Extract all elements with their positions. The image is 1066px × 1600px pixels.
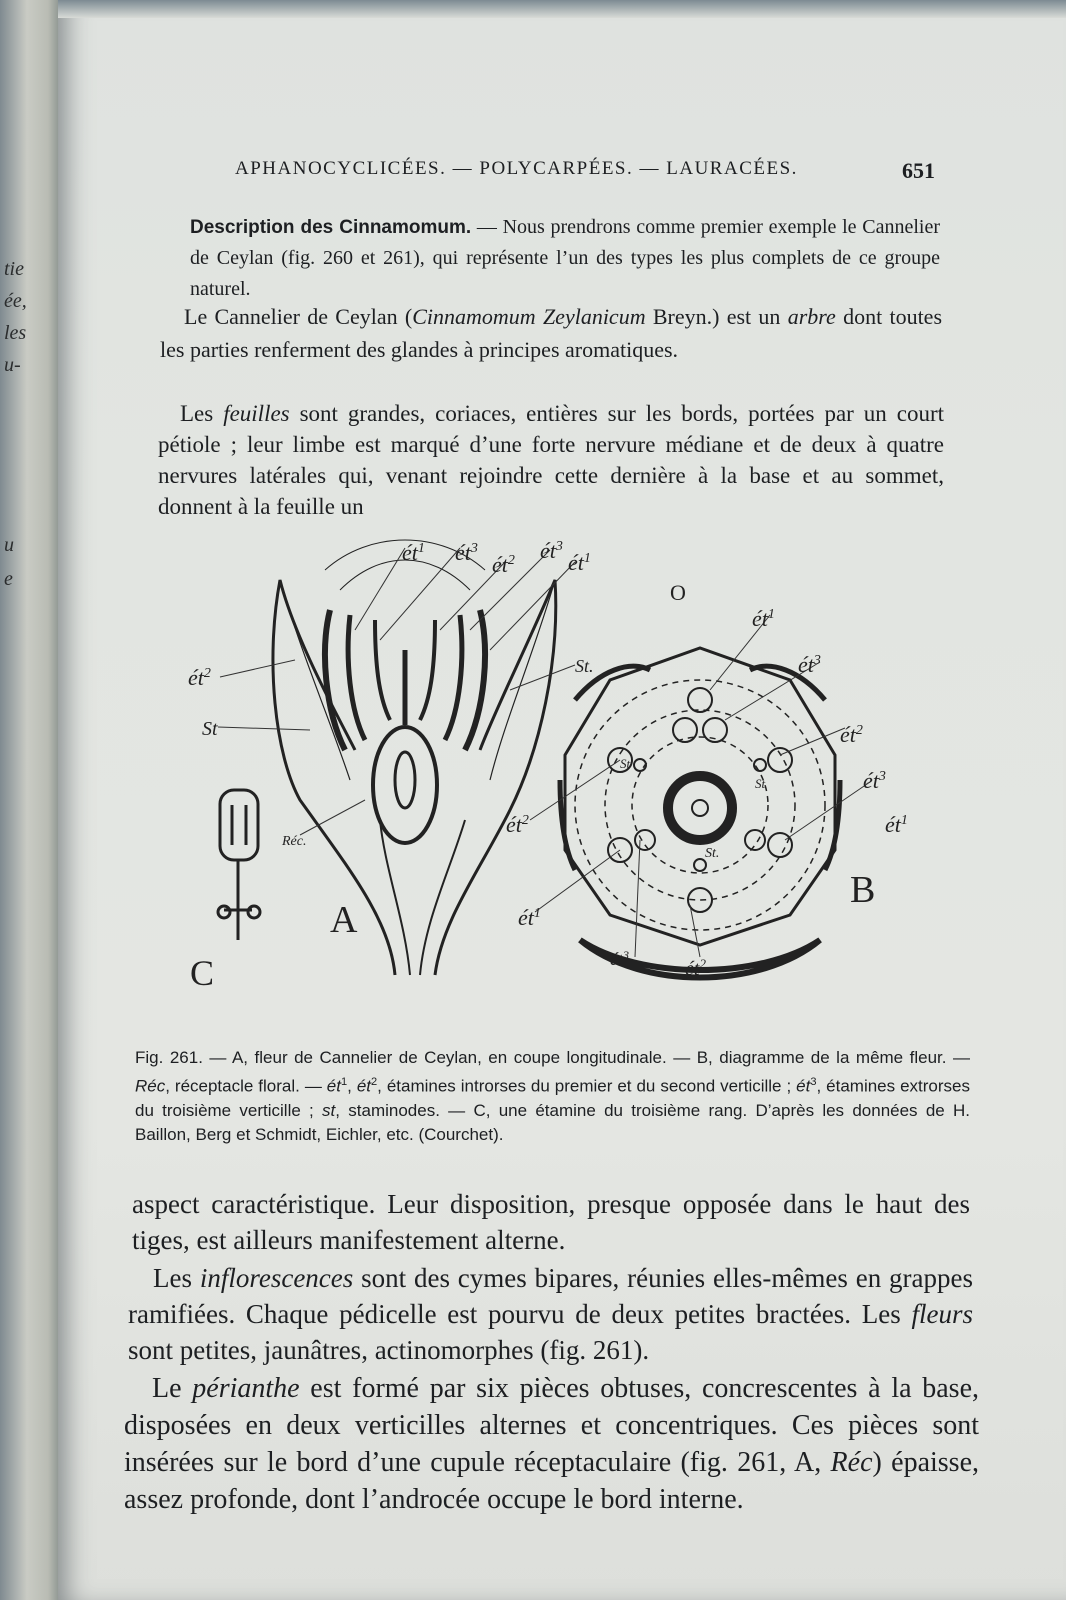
caption-term: ét — [356, 1076, 371, 1096]
section-lead: Description des Cinnamomum. — [190, 217, 472, 238]
label-et1: $ét^1$ — [752, 606, 775, 631]
term-italic: Réc — [830, 1447, 873, 1478]
label-B: B — [850, 869, 876, 911]
caption-term: ét — [326, 1076, 341, 1096]
term-italic: arbre — [787, 304, 836, 329]
label-st: St. — [575, 656, 594, 676]
label-et3: $ét^3$ — [863, 768, 886, 793]
label-st: St. — [705, 846, 720, 861]
label-et2: $ét^2$ — [506, 812, 529, 837]
caption-text: , réceptacle floral. — — [165, 1076, 327, 1096]
paragraph-text: Le Cannelier de Ceylan ( — [184, 304, 413, 329]
term-italic: feuilles — [223, 401, 290, 426]
paragraph-text: sont grandes, coriaces, entières sur les bords, portées par un court pétiole ; leur limbe est marqué d’une forte nervure médiane et de deux à quatre nervures latérales qui, venant rejoindre cette dernière à la base et au sommet, donnent à la feuille un — [158, 401, 945, 519]
paragraph-aspect: aspect caractéristique. Leur disposition, presque opposée dans le haut des tiges, est ailleurs manifestement alterne. — [132, 1189, 970, 1255]
paragraph-text: — Nous prendrons comme premier exemple le Cannelier de Ceylan (fig. 260 et 261), qui représente l’un des types les plus complets de ce groupe naturel. — [190, 216, 940, 300]
figure-caption — [135, 1046, 970, 1147]
figure-261 — [180, 520, 970, 1020]
caption-text: , — [347, 1076, 357, 1096]
label-et2: $ét^2$ — [492, 552, 515, 577]
caption-text: , staminodes. — C, une étamine du troisième rang. D’après les données de H. Baillon, Berg et Schmidt, Eichler, etc. (Courchet). — [135, 1100, 970, 1144]
left-page-edge — [0, 0, 60, 1600]
running-head — [235, 158, 935, 184]
paragraph-text: est formé par six pièces obtuses, concrescentes à la base, disposées en deux verticilles alternes et concentriques. Ces pièces sont insérées sur le bord d’une cupule réceptaculaire (fig. 261, A, — [124, 1373, 980, 1478]
page-number: 651 — [902, 158, 935, 183]
paragraph-text: sont petites, jaunâtres, actinomorphes (fig. 261). — [128, 1335, 650, 1365]
species-name: Cinnamomum Zeylanicum — [412, 304, 646, 329]
label-st-short: St — [755, 776, 766, 791]
paragraph-feuilles — [158, 398, 944, 522]
stamen-C — [218, 790, 260, 940]
paragraph-text: ) épaisse, assez profonde, dont l’androcée occupe le bord interne. — [124, 1447, 979, 1515]
term-italic: périanthe — [192, 1373, 300, 1404]
label-et3: $ét^3$ — [610, 948, 629, 969]
caption-text: , étamines introrses du premier et du second verticille ; — [377, 1076, 797, 1096]
caption-term: st — [322, 1100, 336, 1120]
label-rec: Réc. — [282, 834, 307, 849]
label-et3: $ét^3$ — [798, 652, 821, 677]
paragraph-text: sont des cymes bipares, réunies elles-mêmes en grappes ramifiées. Chaque pédicelle est pourvu de deux petites bractées. Les — [128, 1263, 974, 1329]
caption-text: — A, fleur de Cannelier de Ceylan, en coupe longitudinale. — B, diagramme de la même fleur. — — [202, 1048, 970, 1067]
label-A: A — [330, 899, 358, 941]
paragraph-text: Le — [152, 1373, 193, 1404]
label-et1: $ét^1$ — [885, 812, 908, 837]
label-et1: $ét^1$ — [402, 540, 425, 565]
caption-sup: 1 — [340, 1076, 348, 1088]
label-st-short: St — [202, 718, 218, 740]
page-top-edge — [58, 0, 1066, 18]
paragraph-description — [190, 212, 940, 305]
label-et2: $ét^2$ — [188, 665, 211, 690]
term-italic: inflorescences — [199, 1263, 354, 1293]
caption-sup: 3 — [810, 1076, 817, 1088]
label-et2: $ét^2$ — [685, 956, 706, 980]
left-page-fragment: ée, — [4, 290, 27, 312]
caption-term: Réc — [135, 1076, 166, 1096]
label-et3: $ét^3$ — [455, 540, 478, 565]
paragraph-text: Les — [180, 401, 224, 426]
paragraph-inflorescences — [128, 1260, 973, 1368]
paragraph-text: Les — [153, 1263, 200, 1293]
left-page-fragment: tie — [4, 258, 24, 280]
left-page-fragment: u — [4, 534, 14, 556]
label-st-short: St — [620, 756, 631, 771]
left-page-fragment: les — [4, 322, 27, 344]
label-C: C — [190, 953, 215, 993]
paragraph-perianthe — [124, 1370, 979, 1518]
left-page-fragment: e — [4, 568, 13, 590]
caption-term: ét — [796, 1076, 811, 1096]
paragraph-cannelier — [160, 300, 942, 366]
label-et1: $ét^1$ — [568, 550, 591, 575]
caption-text: , étamines extrorses du troisième verticille ; — [135, 1076, 971, 1120]
left-page-fragment: u- — [4, 354, 21, 376]
label-et1: $ét^1$ — [518, 905, 541, 930]
figure-labels — [188, 538, 908, 993]
label-et2: $ét^2$ — [840, 722, 863, 747]
paragraph-text: dont toutes les parties renferment des glandes à principes aromatiques. — [160, 304, 943, 362]
caption-fig-number: Fig. 261. — [135, 1048, 203, 1067]
running-head-title: APHANOCYCLICÉES. — POLYCARPÉES. — LAURACÉES. — [235, 158, 798, 179]
floral-diagram-B — [560, 648, 840, 978]
paragraph-text: Breyn.) est un — [645, 304, 788, 329]
term-italic: fleurs — [911, 1299, 973, 1329]
caption-sup: 2 — [371, 1076, 378, 1088]
flower-section-A — [273, 540, 556, 975]
label-O: O — [670, 580, 686, 605]
label-et3: $ét^3$ — [540, 538, 563, 563]
